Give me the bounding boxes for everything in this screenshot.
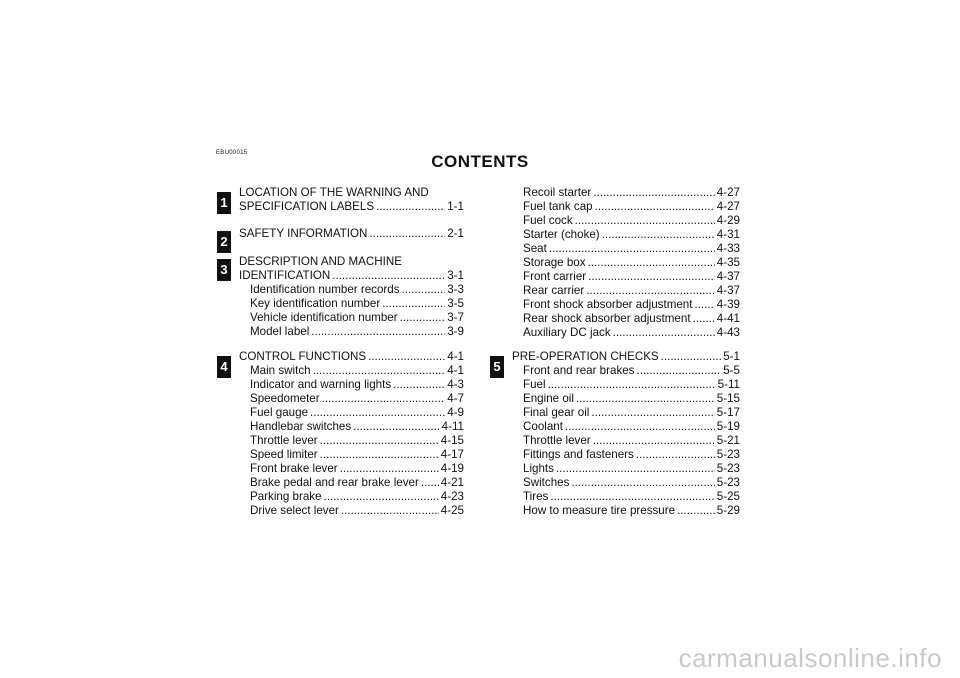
toc-left-column: [239, 186, 464, 516]
toc-entry-page: 4-41: [716, 312, 740, 325]
toc-entry-page: 5-11: [717, 378, 740, 391]
document-code: EBU00015: [216, 150, 248, 156]
toc-leader: [602, 228, 715, 242]
toc-entry-label: Throttle lever: [523, 434, 591, 447]
toc-leader: [341, 504, 439, 518]
toc-leader: [571, 476, 714, 490]
toc-entry[interactable]: [523, 378, 740, 392]
toc-entry[interactable]: [250, 311, 464, 325]
toc-leader: [575, 214, 715, 228]
toc-entry[interactable]: [523, 298, 740, 312]
toc-entry-label: How to measure tire pressure: [523, 504, 676, 517]
section-tab-4[interactable]: 4: [217, 356, 231, 378]
toc-leader: [322, 392, 446, 406]
toc-entry[interactable]: [523, 476, 740, 490]
toc-entry-label: Fuel tank cap: [523, 200, 593, 213]
toc-entry-page: 5-25: [716, 490, 740, 503]
toc-entry-label: Storage box: [523, 256, 586, 269]
toc-entry-label: IDENTIFICATION: [239, 269, 331, 282]
toc-entry[interactable]: [523, 256, 740, 270]
toc-entry-label: SPECIFICATION LABELS: [239, 200, 375, 213]
toc-leader: [393, 378, 445, 392]
toc-entry-label: Parking brake: [250, 490, 322, 503]
toc-entry-label: Auxiliary DC jack: [523, 326, 611, 339]
toc-entry[interactable]: [250, 297, 464, 311]
toc-entry[interactable]: [523, 214, 740, 228]
toc-entry-page: 5-23: [716, 462, 740, 475]
toc-entry[interactable]: [523, 270, 740, 284]
toc-entry-section-3[interactable]: [239, 269, 464, 283]
toc-entry-label: Front shock absorber adjustment: [523, 298, 693, 311]
toc-entry[interactable]: [250, 325, 464, 339]
toc-leader: [311, 325, 445, 339]
toc-entry[interactable]: [250, 392, 464, 406]
toc-entry-page: 4-39: [716, 298, 740, 311]
toc-entry-label: Indicator and warning lights: [250, 378, 392, 391]
toc-entry[interactable]: [523, 364, 740, 378]
toc-entry-page: 5-19: [716, 420, 740, 433]
toc-leader: [549, 242, 715, 256]
toc-entry[interactable]: [523, 434, 740, 448]
toc-entry-page: 5-5: [723, 364, 740, 377]
toc-entry[interactable]: [523, 228, 740, 242]
toc-leader: [591, 406, 714, 420]
toc-entry-page: 3-7: [447, 311, 464, 324]
toc-leader: [556, 462, 715, 476]
toc-leader: [400, 311, 446, 325]
toc-entry-page: 3-5: [447, 297, 464, 310]
toc-entry-page: 4-33: [716, 242, 740, 255]
toc-entry[interactable]: [523, 504, 740, 518]
toc-leader: [332, 269, 445, 283]
toc-entry-label: SAFETY INFORMATION: [239, 227, 368, 240]
toc-entry-label: Identification number records: [250, 283, 400, 296]
toc-entry-label: PRE-OPERATION CHECKS: [512, 350, 659, 363]
toc-entry-page: 4-35: [716, 256, 740, 269]
toc-leader: [369, 227, 445, 241]
toc-entry-page: 4-21: [440, 476, 464, 489]
toc-leader: [353, 420, 439, 434]
toc-leader: [636, 364, 721, 378]
toc-entry-label: Switches: [523, 476, 570, 489]
toc-leader: [593, 434, 715, 448]
toc-entry[interactable]: [523, 326, 740, 340]
toc-entry-label: Model label: [250, 325, 310, 338]
toc-leader: [586, 284, 715, 298]
toc-leader: [613, 326, 715, 340]
toc-entry-page: 4-7: [447, 392, 464, 405]
toc-entry-label: Front and rear brakes: [523, 364, 635, 377]
toc-entry[interactable]: [523, 448, 740, 462]
toc-leader: [593, 186, 714, 200]
toc-entry-label: Fuel cock: [523, 214, 573, 227]
toc-entry-page: 3-9: [447, 325, 464, 338]
toc-heading-line: LOCATION OF THE WARNING AND: [239, 186, 429, 199]
toc-entry-page: 4-27: [716, 186, 740, 199]
toc-leader: [677, 504, 715, 518]
toc-entry-page: 4-43: [716, 326, 740, 339]
toc-entry-page: 1-1: [447, 200, 464, 213]
toc-entry-page: 5-1: [723, 350, 740, 363]
toc-entry-label: Rear carrier: [523, 284, 585, 297]
toc-leader: [340, 462, 439, 476]
toc-entry[interactable]: [523, 420, 740, 434]
toc-leader: [548, 378, 716, 392]
toc-entry-label: Final gear oil: [523, 406, 590, 419]
toc-entry[interactable]: [523, 200, 740, 214]
section-tab-3[interactable]: 3: [217, 259, 231, 281]
toc-leader: [368, 350, 445, 364]
toc-entry-label: Rear shock absorber adjustment: [523, 312, 691, 325]
toc-heading-line: DESCRIPTION AND MACHINE: [239, 255, 402, 268]
toc-entry-label: Fuel gauge: [250, 406, 309, 419]
toc-entry-section-2[interactable]: [239, 227, 464, 241]
toc-entry-label: Main switch: [250, 364, 311, 377]
toc-entry-label: Speedometer: [250, 392, 320, 405]
toc-entry[interactable]: [250, 462, 464, 476]
toc-entry-page: 3-3: [447, 283, 464, 296]
toc-entry-label: Vehicle identification number: [250, 311, 398, 324]
toc-leader: [313, 364, 446, 378]
toc-entry-page: 4-37: [716, 270, 740, 283]
toc-entry[interactable]: [523, 242, 740, 256]
toc-entry-page: 4-15: [440, 434, 464, 447]
toc-entry-label: Front carrier: [523, 270, 587, 283]
toc-entry-page: 4-23: [440, 490, 464, 503]
toc-entry-label: Seat: [523, 242, 547, 255]
toc-entry-label: Throttle lever: [250, 434, 318, 447]
toc-entry-page: 5-15: [716, 392, 740, 405]
toc-entry-page: 2-1: [447, 227, 464, 240]
toc-entry-page: 5-23: [716, 476, 740, 489]
toc-entry-label: Coolant: [523, 420, 563, 433]
toc-entry-label: Handlebar switches: [250, 420, 352, 433]
toc-entry[interactable]: [523, 392, 740, 406]
toc-entry[interactable]: [250, 448, 464, 462]
toc-leader: [310, 406, 445, 420]
toc-entry-page: 5-21: [716, 434, 740, 447]
toc-entry[interactable]: [250, 364, 464, 378]
toc-leader: [320, 434, 439, 448]
toc-leader: [324, 490, 439, 504]
toc-entry-page: 5-23: [716, 448, 740, 461]
toc-entry-label: Speed limiter: [250, 448, 318, 461]
toc-leader: [550, 490, 714, 504]
toc-entry-page: 4-25: [440, 504, 464, 517]
toc-entry-page: 4-31: [716, 228, 740, 241]
toc-entry[interactable]: [523, 462, 740, 476]
toc-entry-label: Engine oil: [523, 392, 574, 405]
toc-entry-section-1[interactable]: [239, 200, 464, 214]
toc-entry[interactable]: [250, 378, 464, 392]
toc-entry[interactable]: [250, 283, 464, 297]
toc-entry[interactable]: [250, 406, 464, 420]
toc-leader: [376, 200, 445, 214]
toc-leader: [402, 283, 446, 297]
toc-leader: [382, 297, 445, 311]
toc-entry-page: 5-29: [716, 504, 740, 517]
toc-entry-label: Fuel: [523, 378, 546, 391]
toc-entry[interactable]: [523, 312, 740, 326]
toc-leader: [636, 448, 715, 462]
toc-entry-label: Tires: [523, 490, 549, 503]
page-title: CONTENTS: [431, 152, 529, 171]
toc-entry-label: Drive select lever: [250, 504, 339, 517]
toc-entry-page: 5-17: [716, 406, 740, 419]
toc-leader: [661, 350, 722, 364]
toc-entry-page: 4-27: [716, 200, 740, 213]
toc-entry[interactable]: [523, 406, 740, 420]
toc-entry-label: CONTROL FUNCTIONS: [239, 350, 367, 363]
section-tab-1[interactable]: 1: [217, 192, 231, 214]
toc-leader: [588, 256, 715, 270]
toc-entry-page: 4-1: [447, 364, 464, 377]
toc-entry-label: Lights: [523, 462, 554, 475]
toc-entry-page: 4-1: [447, 350, 464, 363]
toc-entry-page: 4-29: [716, 214, 740, 227]
toc-entry-label: Brake pedal and rear brake lever: [250, 476, 419, 489]
section-tab-2[interactable]: 2: [217, 231, 231, 253]
toc-right-column: [512, 186, 740, 516]
toc-leader: [694, 298, 714, 312]
toc-entry-label: Front brake lever: [250, 462, 338, 475]
toc-leader: [595, 200, 715, 214]
section-tab-5[interactable]: 5: [490, 356, 504, 378]
footer-watermark: carmanualsonline.info: [678, 643, 942, 673]
toc-entry-label: Key identification number: [250, 297, 381, 310]
toc-entry[interactable]: [250, 490, 464, 504]
toc-entry-page: 4-9: [447, 406, 464, 419]
toc-entry[interactable]: [250, 504, 464, 518]
toc-entry[interactable]: [523, 186, 740, 200]
toc-entry[interactable]: [250, 434, 464, 448]
toc-leader: [565, 420, 715, 434]
toc-leader: [576, 392, 715, 406]
toc-entry-label: Fittings and fasteners: [523, 448, 634, 461]
toc-entry[interactable]: [250, 476, 464, 490]
toc-entry-page: 4-19: [440, 462, 464, 475]
toc-entry-page: 4-37: [716, 284, 740, 297]
toc-entry-section-4[interactable]: [239, 350, 464, 364]
toc-entry[interactable]: [250, 420, 464, 434]
toc-leader: [320, 448, 439, 462]
toc-entry-section-5[interactable]: [512, 350, 740, 364]
toc-leader: [421, 476, 439, 490]
toc-leader: [693, 312, 715, 326]
toc-entry-page: 4-11: [441, 420, 464, 433]
toc-entry[interactable]: [523, 490, 740, 504]
toc-entry-page: 3-1: [447, 269, 464, 282]
toc-entry-label: Recoil starter: [523, 186, 592, 199]
toc-entry-page: 4-17: [440, 448, 464, 461]
toc-entry-label: Starter (choke): [523, 228, 600, 241]
toc-entry-page: 4-3: [447, 378, 464, 391]
toc-entry[interactable]: [523, 284, 740, 298]
toc-leader: [588, 270, 715, 284]
